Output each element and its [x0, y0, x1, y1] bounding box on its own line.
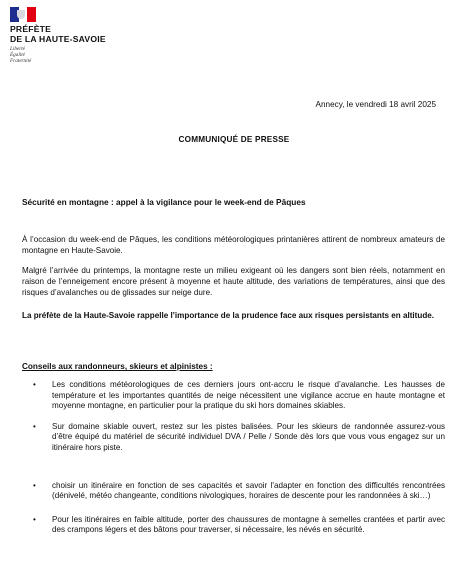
bullet-icon: • [33, 380, 36, 389]
advice-item [22, 380, 445, 412]
motto-liberte: Liberté [10, 46, 25, 52]
press-release-date: Annecy, le vendredi 18 avril 2025 [315, 100, 436, 109]
prefecture-logo [10, 7, 130, 64]
org-line-1: PRÉFÈTE [10, 24, 52, 34]
advice-item [22, 422, 445, 454]
context-paragraph: Malgré l’arrivée du printemps, la montagne reste un milieu exigeant où les dangers sont bien réels, notamment en raison de l’enneigement encore présent à moyenne et haute altitude, des variations de températures, ainsi que des risques d’avalanches ou de glissades sur neige dure. [22, 266, 445, 298]
advice-title: Conseils aux randonneurs, skieurs et alpinistes : [22, 362, 213, 371]
advice-item-text: choisir un itinéraire en fonction de ses capacités et savoir l'adapter en fonction des difficultés rencontrées (dénivelé, météo changeante, conditions nivologiques, horaires de descente pour les randonnées à ski…) [52, 480, 445, 501]
prefect-reminder-paragraph: La préfète de la Haute-Savoie rappelle l’importance de la prudence face aux risques persistants en altitude. [22, 311, 435, 320]
bullet-icon: • [33, 480, 36, 490]
intro-paragraph: À l’occasion du week-end de Pâques, les conditions météorologiques printanières attirent de nombreux amateurs de montagne en Haute-Savoie. [22, 235, 445, 256]
advice-item-text: Pour les itinéraires en faible altitude, porter des chaussures de montagne à semelles crantées et partir avec des crampons légers et des bâtons pour traverser, si nécessaire, les névés en sécurité. [52, 514, 445, 535]
french-flag-icon [10, 7, 36, 22]
subject-title: Sécurité en montagne : appel à la vigilance pour le week-end de Pâques [22, 197, 306, 207]
bullet-icon: • [33, 421, 36, 431]
advice-item [22, 481, 445, 502]
organization-name [10, 25, 130, 44]
motto-fraternite: Fraternité [10, 58, 32, 64]
advice-item-text: Sur domaine skiable ouvert, restez sur les pistes balisées. Pour les skieurs de randonnée assurez-vous d’être équipé du matériel de sécurité individuel DVA / Pelle / Sonde dès lors que vous vous engagez sur un itinéraire hors piste. [52, 421, 445, 452]
org-line-2: DE LA HAUTE-SAVOIE [10, 33, 106, 44]
advice-item-text: Les conditions météorologiques de ces derniers jours ont-accru le risque d’avalanche. Les hausses de température et les importantes quantités de neige nécessitent une vigilance accrue en haute montagne et moyenne montagne, en particulier pour la pratique du ski hors domaines skiables. [52, 380, 445, 411]
advice-item [22, 515, 445, 536]
advice-list [22, 380, 445, 536]
bullet-icon: • [33, 514, 36, 524]
document-heading: COMMUNIQUÉ DE PRESSE [178, 135, 290, 144]
motto [10, 46, 130, 64]
motto-egalite: Égalité [10, 52, 25, 58]
